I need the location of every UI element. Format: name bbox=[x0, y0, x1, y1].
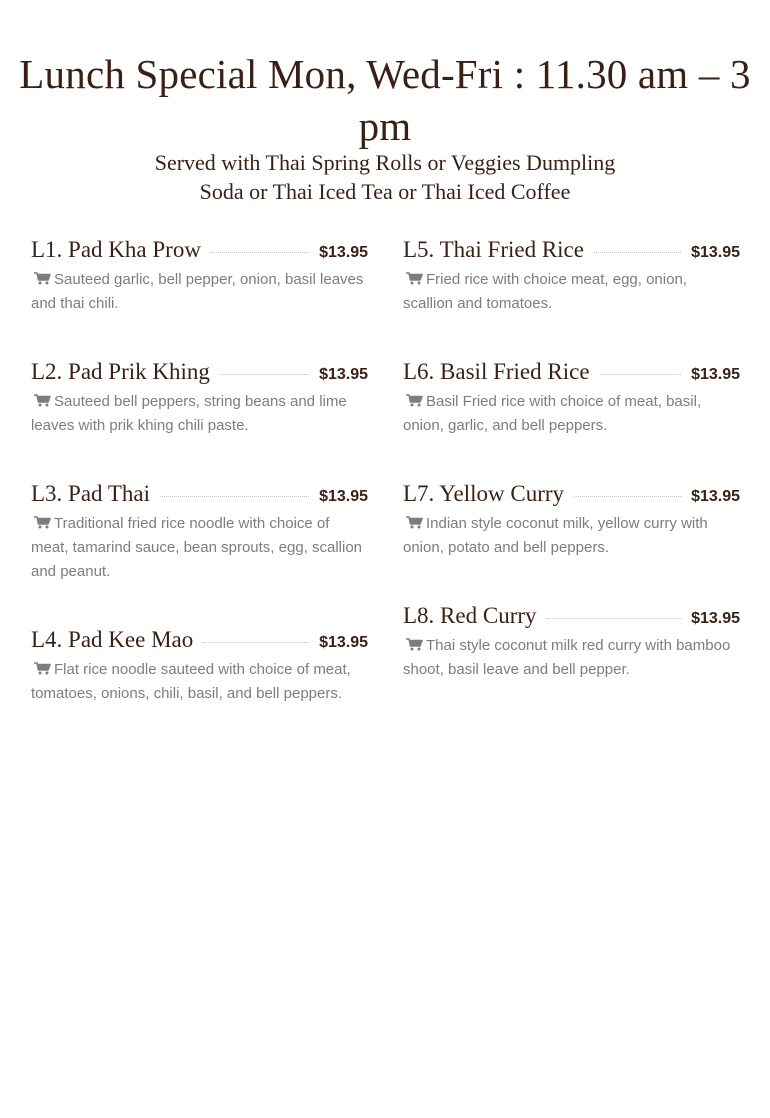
dotted-leader bbox=[574, 496, 681, 497]
menu-item-name: L7. Yellow Curry bbox=[403, 481, 565, 506]
menu-item-name: L3. Pad Thai bbox=[31, 481, 151, 506]
subtitle-line-1: Served with Thai Spring Rolls or Veggies Dumpling bbox=[154, 150, 616, 175]
menu-item-price: $13.95 bbox=[319, 366, 368, 383]
menu-item-name: L5. Thai Fried Rice bbox=[403, 237, 584, 262]
menu-item-description bbox=[403, 634, 740, 682]
menu-item-l3 bbox=[31, 478, 368, 624]
menu-item-price: $13.95 bbox=[691, 488, 740, 505]
menu-item-l4 bbox=[31, 624, 368, 770]
menu-column-right bbox=[403, 234, 740, 722]
cart-icon bbox=[406, 394, 423, 407]
dotted-leader bbox=[160, 496, 309, 497]
menu-item-name: L4. Pad Kee Mao bbox=[31, 627, 194, 652]
menu-column-left bbox=[31, 234, 368, 770]
menu-item-name: L1. Pad Kha Prow bbox=[31, 237, 201, 262]
dotted-leader bbox=[600, 374, 682, 375]
menu-item-description-text: Basil Fried rice with choice of meat, basil, onion, garlic, and bell peppers. bbox=[403, 393, 702, 434]
menu-item-description bbox=[31, 268, 368, 316]
subtitle-line-2: Soda or Thai Iced Tea or Thai Iced Coffee bbox=[199, 179, 571, 204]
cart-icon bbox=[34, 516, 51, 529]
menu-item-l8 bbox=[403, 600, 740, 722]
cart-icon bbox=[34, 272, 51, 285]
lunch-special-subtitle bbox=[0, 148, 770, 206]
menu-item-l2 bbox=[31, 356, 368, 478]
cart-icon bbox=[406, 272, 423, 285]
menu-item-description-text: Traditional fried rice noodle with choice of meat, tamarind sauce, bean sprouts, egg, scallion and peanut. bbox=[31, 515, 363, 580]
menu-item-description bbox=[403, 390, 740, 438]
menu-item-l5 bbox=[403, 234, 740, 356]
menu-item-name: L2. Pad Prik Khing bbox=[31, 359, 210, 384]
menu-item-price: $13.95 bbox=[691, 366, 740, 383]
page-title: Lunch Special Mon, Wed-Fri : 11.30 am – 3 pm bbox=[19, 51, 751, 149]
menu-item-description-text: Sauteed garlic, bell pepper, onion, basil leaves and thai chili. bbox=[31, 271, 364, 312]
menu-item-description-text: Fried rice with choice meat, egg, onion, scallion and tomatoes. bbox=[403, 271, 687, 312]
menu-item-l7 bbox=[403, 478, 740, 600]
menu-item-name: L6. Basil Fried Rice bbox=[403, 359, 590, 384]
cart-icon bbox=[406, 638, 423, 651]
dotted-leader bbox=[547, 618, 682, 619]
dotted-leader bbox=[203, 642, 309, 643]
menu-item-description bbox=[31, 390, 368, 438]
menu-item-price: $13.95 bbox=[319, 488, 368, 505]
dotted-leader bbox=[211, 252, 309, 253]
menu-item-description bbox=[403, 512, 740, 560]
menu-item-price: $13.95 bbox=[691, 610, 740, 627]
dotted-leader bbox=[220, 374, 309, 375]
menu-item-price: $13.95 bbox=[691, 244, 740, 261]
menu-item-price: $13.95 bbox=[319, 634, 368, 651]
menu-item-name: L8. Red Curry bbox=[403, 603, 537, 628]
menu-item-l1 bbox=[31, 234, 368, 356]
menu-item-description-text: Thai style coconut milk red curry with bamboo shoot, basil leave and bell pepper. bbox=[403, 637, 731, 678]
menu-item-description-text: Indian style coconut milk, yellow curry with onion, potato and bell peppers. bbox=[403, 515, 708, 556]
menu-item-description bbox=[31, 658, 368, 706]
menu-item-l6 bbox=[403, 356, 740, 478]
cart-icon bbox=[406, 516, 423, 529]
menu-item-description-text: Sauteed bell peppers, string beans and lime leaves with prik khing chili paste. bbox=[31, 393, 347, 434]
cart-icon bbox=[34, 662, 51, 675]
dotted-leader bbox=[594, 252, 681, 253]
cart-icon bbox=[34, 394, 51, 407]
menu-item-description bbox=[31, 512, 368, 584]
menu-item-description bbox=[403, 268, 740, 316]
menu-item-description-text: Flat rice noodle sauteed with choice of meat, tomatoes, onions, chili, basil, and bell peppers. bbox=[31, 661, 351, 702]
menu-item-price: $13.95 bbox=[319, 244, 368, 261]
